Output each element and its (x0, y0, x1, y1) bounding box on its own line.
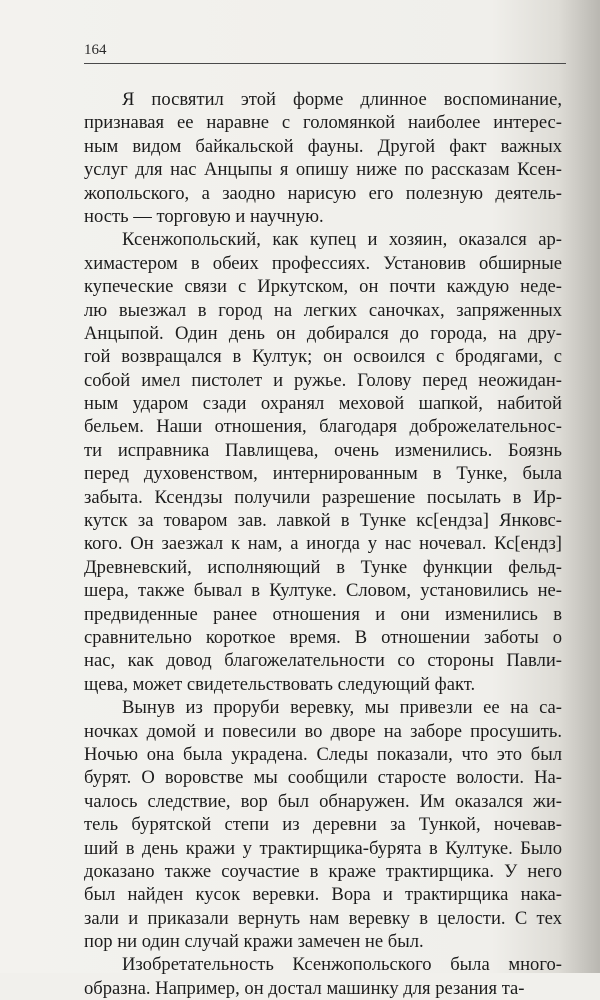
text-line: бельем. Наши отношения, благодаря доброжелательнос- (84, 416, 562, 438)
text-line: предвиденные ранее отношения и они изменились в (84, 603, 562, 625)
text-line: перед духовенством, интернированным в Тунке, была (84, 463, 562, 485)
text-line: пор ни один случай кражи замечен не был. (84, 931, 424, 953)
page-number: 164 (84, 42, 107, 58)
text-line: кого. Он заезжал к нам, а иногда у нас ночевал. Кс[ендз] (84, 533, 562, 555)
text-line: собой имел пистолет и ружье. Голову перед неожидан- (84, 369, 562, 391)
text-line: ность — торговую и научную. (84, 205, 324, 227)
text-line: шера, также бывал в Култуке. Словом, установились не- (84, 580, 562, 602)
text-line: образна. Например, он достал машинку для резания та- (84, 977, 525, 999)
text-line: лю выезжал в город на легких саночках, запряженных (84, 299, 562, 321)
page-header (84, 41, 566, 59)
text-line: купеческие связи с Иркутском, он почти каждую неде- (84, 276, 562, 298)
text-line: ти исправника Павлищева, очень изменились. Боязнь (84, 439, 562, 461)
text-line: сравнительно короткое время. В отношении заботы о (84, 626, 562, 648)
text-line: признавая ее наравне с голомянкой наиболее интерес- (84, 112, 562, 134)
text-line: ным ударом сзади охранял меховой шапкой, набитой (84, 393, 562, 415)
text-line: Вынув из проруби веревку, мы привезли ее на са- (122, 697, 562, 719)
text-line: жопольского, а заодно нарисую его полезную деятель- (84, 182, 562, 204)
text-line: нас, как довод благожелательности со стороны Павли- (84, 650, 562, 672)
text-line: чалось следствие, вор был обнаружен. Им оказался жи- (84, 790, 562, 812)
text-line: был найден кусок веревки. Вора и трактирщика нака- (84, 884, 562, 906)
text-line: Анцыпой. Один день он добирался до города, на дру- (84, 322, 562, 344)
text-line: Изобретательность Ксенжопольского была много- (122, 954, 562, 976)
text-line: ным видом байкальской фауны. Другой факт важных (84, 135, 562, 157)
text-line: зали и приказали вернуть нам веревку в целости. С тех (84, 907, 562, 929)
text-line: тель бурятской степи из деревни за Тункой, ночевав- (84, 814, 562, 836)
text-line: химастером в обеих профессиях. Установив обширные (84, 252, 562, 274)
text-line: забыта. Ксендзы получили разрешение посылать в Ир- (84, 486, 562, 508)
text-line: ночках домой и повесили во дворе на заборе просушить. (84, 720, 562, 742)
text-line: Ксенжопольский, как купец и хозяин, оказался ар- (122, 229, 562, 251)
text-line: кутск за товаром зав. лавкой в Тунке кс[ендза] Янковс- (84, 510, 562, 532)
text-line: бурят. О воровстве мы сообщили старосте волости. На- (84, 767, 562, 789)
header-rule (84, 63, 566, 64)
body-text (84, 88, 562, 1000)
text-line: Ночью она была украдена. Следы показали, что это был (84, 743, 562, 765)
text-line: Я посвятил этой форме длинное воспоминание, (122, 89, 562, 110)
text-line: услуг для нас Анцыпы я опишу ниже по рассказам Ксен- (84, 159, 562, 181)
text-line: гой возвращался в Култук; он освоился с бродягами, с (84, 346, 562, 368)
text-line: щева, может свидетельствовать следующий факт. (84, 673, 476, 695)
text-line: Древневский, исполняющий в Тунке функции фельд- (84, 556, 562, 578)
text-line: ший в день кражи у трактирщика-бурята в Култуке. Было (84, 837, 562, 859)
text-line: доказано также соучастие в краже трактирщика. У него (84, 860, 562, 882)
